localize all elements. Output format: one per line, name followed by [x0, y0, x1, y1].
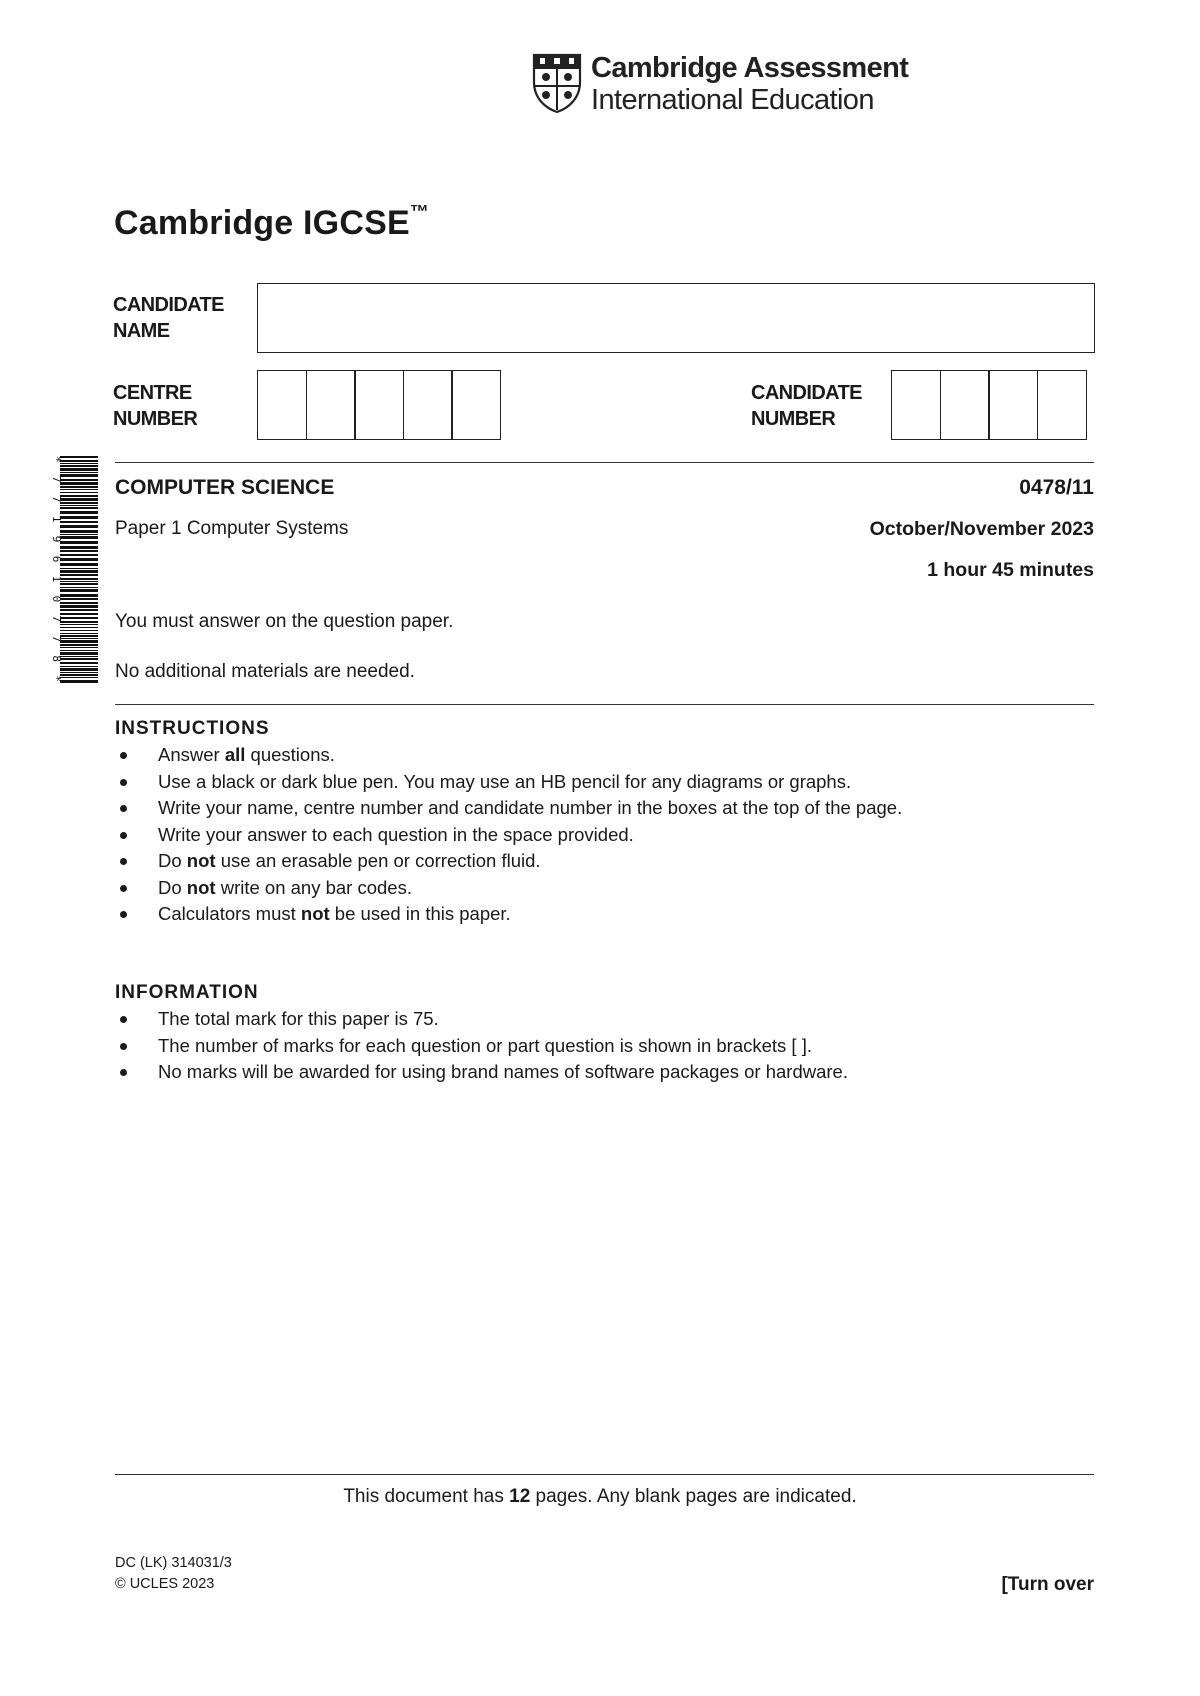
instruction-text: Use a black or dark blue pen. You may use an HB pencil for any diagrams or graphs.	[158, 770, 852, 792]
barcode-bar	[60, 536, 98, 539]
barcode-bar	[60, 489, 98, 490]
barcode-bar	[60, 672, 98, 673]
centre-number-box[interactable]	[403, 370, 453, 440]
centre-number-box[interactable]	[354, 370, 404, 440]
barcode-bar	[60, 550, 98, 552]
turn-over: [Turn over	[1001, 1574, 1094, 1595]
information-item: The total mark for this paper is 75.	[115, 1006, 848, 1033]
barcode-bar	[60, 516, 98, 519]
barcode-bar	[60, 598, 98, 600]
barcode-bar	[60, 583, 98, 585]
centre-number-label	[113, 380, 197, 432]
instruction-text: Answer	[158, 744, 225, 765]
barcode-bar	[60, 658, 98, 660]
barcode-bar	[60, 456, 98, 458]
qualification-title	[114, 201, 430, 243]
barcode-bar	[60, 650, 98, 651]
copyright: © UCLES 2023	[115, 1576, 215, 1592]
paper-title: Paper 1 Computer Systems	[115, 518, 349, 539]
centre-number-box[interactable]	[451, 370, 501, 440]
barcode-bar	[60, 463, 98, 464]
barcode-bar	[60, 674, 98, 676]
instruction-item	[115, 769, 902, 796]
barcode-bar	[60, 638, 98, 639]
barcode-digits: * 7 7 1 9 6 1 0 7 7 8 *	[50, 456, 63, 682]
instruction-emphasis: not	[300, 903, 330, 924]
barcode-bar	[60, 617, 98, 619]
instruction-item	[115, 901, 902, 928]
barcode-bar	[60, 633, 98, 634]
candidate-number-label	[751, 380, 862, 432]
barcode-bar	[60, 624, 98, 625]
subject-name: COMPUTER SCIENCE	[115, 476, 335, 499]
barcode-bar	[60, 647, 98, 648]
barcode-bar	[60, 587, 98, 588]
information-item: No marks will be awarded for using brand names of software packages or hardware.	[115, 1059, 848, 1086]
barcode-bar	[60, 602, 98, 604]
barcode-bar	[60, 656, 98, 657]
instruction-item	[115, 795, 902, 822]
barcode-bar	[60, 630, 98, 631]
centre-number-box[interactable]	[257, 370, 307, 440]
cambridge-logo	[531, 52, 911, 118]
divider	[115, 704, 1094, 705]
instruction-text: Write your name, centre number and candidate number in the boxes at the top of the page.	[158, 797, 903, 818]
page-count-text-after: pages. Any blank pages are indicated.	[530, 1486, 857, 1507]
instruction-text: write on any bar codes.	[215, 876, 412, 898]
barcode-bar	[60, 472, 98, 473]
barcode-bar	[60, 666, 98, 667]
materials-note: No additional materials are needed.	[115, 661, 415, 682]
page-count: 12	[509, 1486, 531, 1507]
instruction-text: Do	[158, 876, 187, 898]
barcode-bar	[60, 677, 98, 678]
barcode-bar	[60, 534, 98, 535]
barcode-bar	[60, 558, 98, 561]
instruction-emphasis: not	[186, 850, 216, 871]
barcode-bar	[60, 507, 98, 509]
exam-duration: 1 hour 45 minutes	[927, 559, 1094, 581]
instruction-text: Calculators must	[158, 903, 301, 924]
candidate-name-label-line-1: CANDIDATE	[113, 294, 224, 316]
page-count-text-before: This document has	[343, 1486, 510, 1507]
barcode-bar	[60, 479, 98, 481]
instruction-text: be used in this paper.	[329, 903, 511, 924]
candidate-number-label-line-1: CANDIDATE	[751, 382, 862, 404]
barcode-bar	[60, 511, 98, 514]
answer-note: You must answer on the question paper.	[115, 611, 454, 632]
information-list	[115, 1006, 848, 1086]
barcode-bar	[60, 468, 98, 471]
centre-number-boxes	[257, 370, 501, 440]
barcode-bar	[60, 502, 98, 504]
barcode-bar	[60, 635, 98, 637]
instruction-text: Write your answer to each question in the space provided.	[158, 823, 634, 845]
barcode-bar	[60, 627, 98, 628]
barcode-bar	[60, 594, 98, 597]
barcode-bar	[60, 460, 98, 462]
title-text: Cambridge IGCSE	[114, 204, 410, 242]
barcode-bar	[60, 662, 98, 664]
barcode-bar	[60, 581, 98, 582]
barcode-bar	[60, 525, 98, 528]
candidate-number-box[interactable]	[1037, 370, 1087, 440]
barcode-bar	[60, 589, 98, 592]
syllabus-code: 0478/11	[1019, 476, 1094, 499]
trademark-mark: ™	[409, 201, 430, 223]
instructions-list	[115, 742, 902, 928]
barcode-bar	[60, 546, 98, 549]
barcode-bar	[60, 505, 98, 506]
instruction-item	[115, 742, 902, 769]
candidate-number-boxes	[891, 370, 1087, 440]
barcode-bar	[60, 680, 98, 683]
document-reference: DC (LK) 314031/3	[115, 1555, 232, 1571]
information-item: The number of marks for each question or part question is shown in brackets [ ].	[115, 1033, 848, 1060]
candidate-number-label-line-2: NUMBER	[751, 408, 836, 430]
barcode-bar	[60, 578, 98, 580]
barcode-bar	[60, 482, 98, 485]
centre-number-label-line-1: CENTRE	[113, 382, 192, 404]
barcode-bar	[60, 668, 98, 671]
candidate-number-box[interactable]	[940, 370, 990, 440]
university-shield-icon	[531, 52, 583, 114]
barcode-bar	[60, 652, 98, 655]
barcode-bar	[60, 574, 98, 576]
instruction-item	[115, 822, 902, 849]
divider	[115, 1474, 1094, 1475]
barcode-bar	[60, 605, 98, 608]
barcode-bar	[60, 530, 98, 533]
barcode-bar	[60, 465, 98, 467]
barcode-bar	[60, 568, 98, 569]
barcode-bar	[60, 541, 98, 544]
divider	[115, 462, 1094, 463]
barcode-bar	[60, 498, 98, 501]
candidate-name-box[interactable]	[257, 283, 1095, 353]
barcode-graphic	[44, 454, 100, 686]
barcode-bar	[60, 521, 98, 523]
page-count-note	[0, 1486, 1200, 1508]
candidate-name-label-line-2: NAME	[113, 320, 170, 342]
barcode-bar	[60, 563, 98, 566]
barcode	[44, 454, 100, 686]
instruction-text: Do	[158, 850, 187, 871]
barcode-bar	[60, 554, 98, 556]
candidate-number-box[interactable]	[988, 370, 1038, 440]
logo-line-2: International Education	[591, 84, 874, 116]
instruction-text: use an erasable pen or correction fluid.	[215, 850, 541, 871]
instruction-text: questions.	[245, 744, 335, 765]
instruction-emphasis: all	[224, 744, 246, 765]
barcode-bar	[60, 621, 98, 623]
barcode-bar	[60, 613, 98, 615]
instructions-heading: INSTRUCTIONS	[115, 718, 270, 739]
instruction-emphasis: not	[186, 876, 216, 898]
barcode-bar	[60, 570, 98, 573]
barcode-bar	[60, 486, 98, 488]
barcode-bar	[60, 644, 98, 646]
exam-session: October/November 2023	[869, 518, 1094, 540]
centre-number-box[interactable]	[306, 370, 356, 440]
centre-number-label-line-2: NUMBER	[113, 408, 198, 430]
logo-line-1: Cambridge Assessment	[591, 52, 909, 84]
barcode-bar	[60, 640, 98, 643]
instruction-item	[115, 848, 902, 875]
barcode-bar	[60, 495, 98, 497]
barcode-bar	[60, 492, 98, 493]
instruction-item	[115, 875, 902, 902]
candidate-name-label	[113, 292, 224, 344]
information-heading: INFORMATION	[115, 982, 259, 1003]
barcode-bar	[60, 609, 98, 611]
barcode-bar	[60, 474, 98, 477]
candidate-number-box[interactable]	[891, 370, 941, 440]
